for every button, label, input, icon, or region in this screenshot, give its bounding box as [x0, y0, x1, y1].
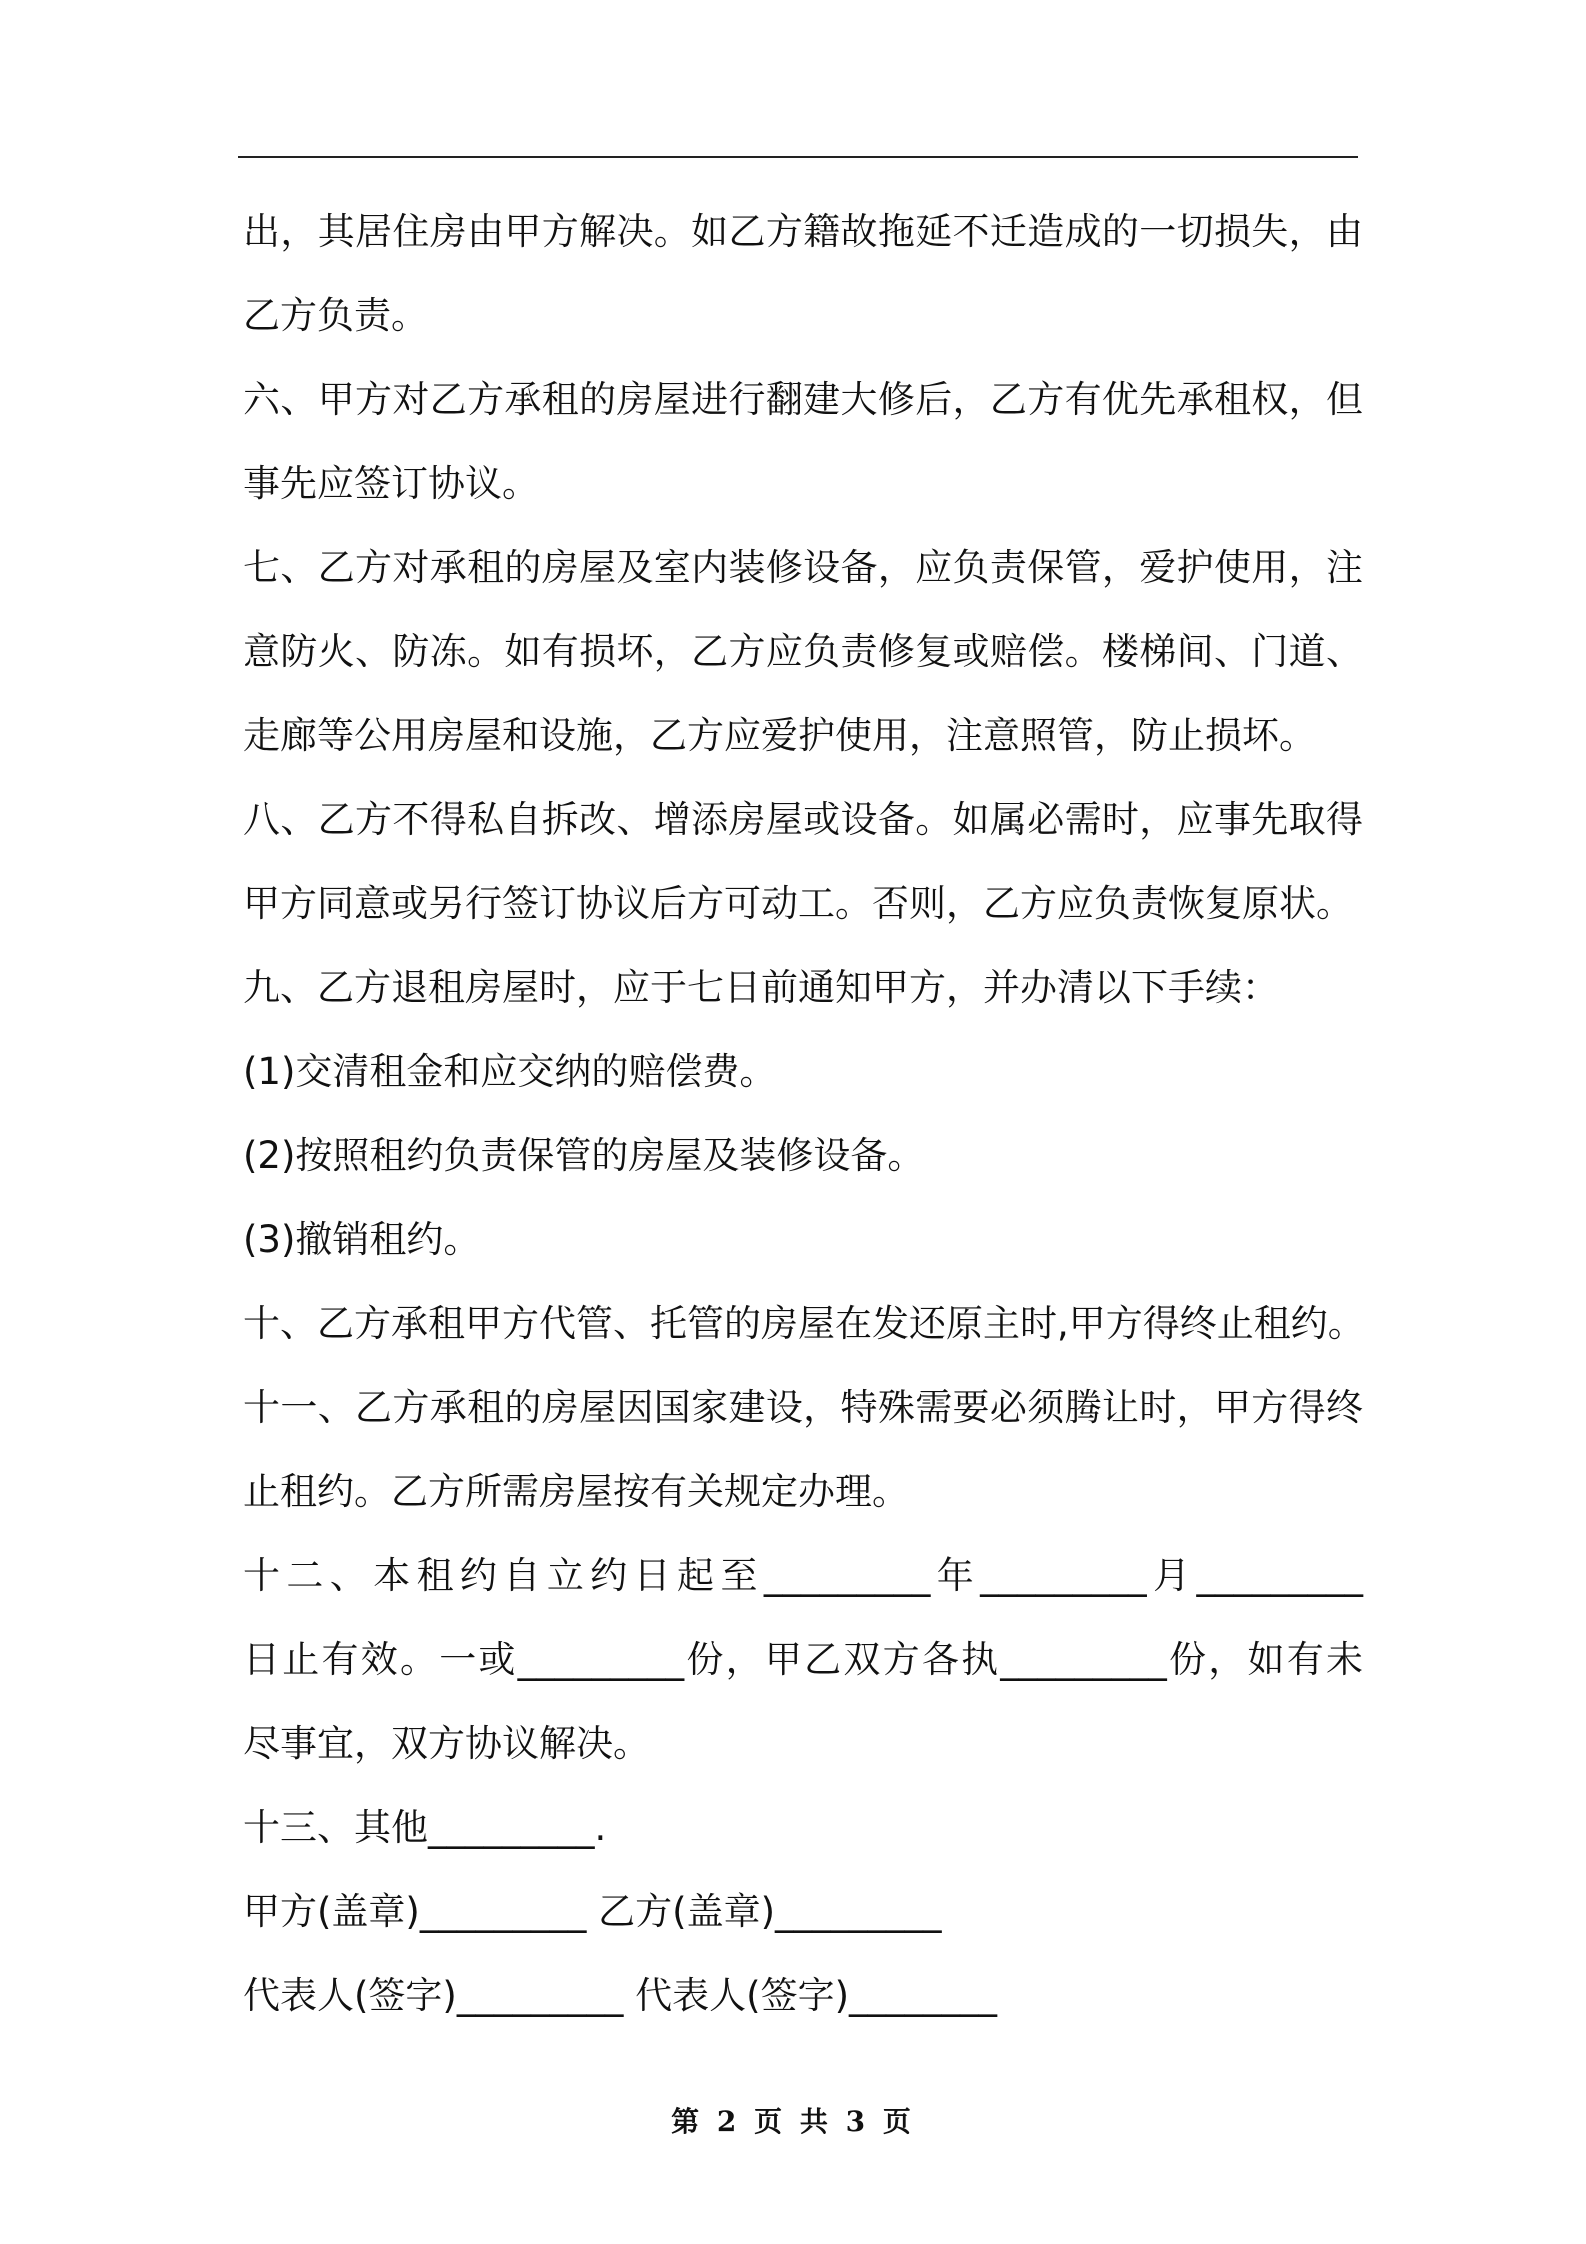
text-line-11: (1)交清租金和应交纳的赔偿费。 — [243, 1050, 777, 1093]
text-line-17: 十二、本租约自立约日起至_________年_________月_________ — [243, 1554, 1363, 1597]
signature-line-representatives: 代表人(签字)_________ 代表人(签字)________ — [243, 1974, 998, 2017]
text-line-4: 事先应签订协议。 — [243, 462, 539, 505]
text-line-7: 走廊等公用房屋和设施，乙方应爱护使用，注意照管，防止损坏。 — [243, 714, 1316, 757]
text-line-10: 九、乙方退租房屋时，应于七日前通知甲方，并办清以下手续： — [243, 966, 1279, 1009]
text-line-18: 日止有效。一或_________份，甲乙双方各执_________份，如有未 — [243, 1638, 1363, 1681]
text-line-19: 尽事宜，双方协议解决。 — [243, 1722, 650, 1765]
text-line-13: (3)撤销租约。 — [243, 1218, 481, 1261]
text-line-3: 六、甲方对乙方承租的房屋进行翻建大修后，乙方有优先承租权，但 — [243, 378, 1363, 421]
text-line-16: 止租约。乙方所需房屋按有关规定办理。 — [243, 1470, 909, 1513]
text-line-1: 出，其居住房由甲方解决。如乙方籍故拖延不迁造成的一切损失，由 — [243, 210, 1363, 253]
header-rule — [238, 156, 1358, 158]
signature-line-party-a-b: 甲方(盖章)_________ 乙方(盖章)_________ — [243, 1890, 942, 1933]
text-line-6: 意防火、防冻。如有损坏，乙方应负责修复或赔偿。楼梯间、门道、 — [243, 630, 1363, 673]
text-line-5: 七、乙方对承租的房屋及室内装修设备，应负责保管，爱护使用，注 — [243, 546, 1363, 589]
page-number-footer: 第 2 页 共 3 页 — [671, 2105, 915, 2138]
text-line-8: 八、乙方不得私自拆改、增添房屋或设备。如属必需时，应事先取得 — [243, 798, 1363, 841]
text-line-20: 十三、其他_________. — [243, 1806, 607, 1849]
contract-body — [243, 190, 1363, 2038]
text-line-9: 甲方同意或另行签订协议后方可动工。否则，乙方应负责恢复原状。 — [243, 882, 1353, 925]
text-line-2: 乙方负责。 — [243, 294, 428, 337]
text-line-15: 十一、乙方承租的房屋因国家建设，特殊需要必须腾让时，甲方得终 — [243, 1386, 1363, 1429]
text-line-12: (2)按照租约负责保管的房屋及装修设备。 — [243, 1134, 925, 1177]
text-line-14: 十、乙方承租甲方代管、托管的房屋在发还原主时,甲方得终止租约。 — [243, 1302, 1365, 1345]
